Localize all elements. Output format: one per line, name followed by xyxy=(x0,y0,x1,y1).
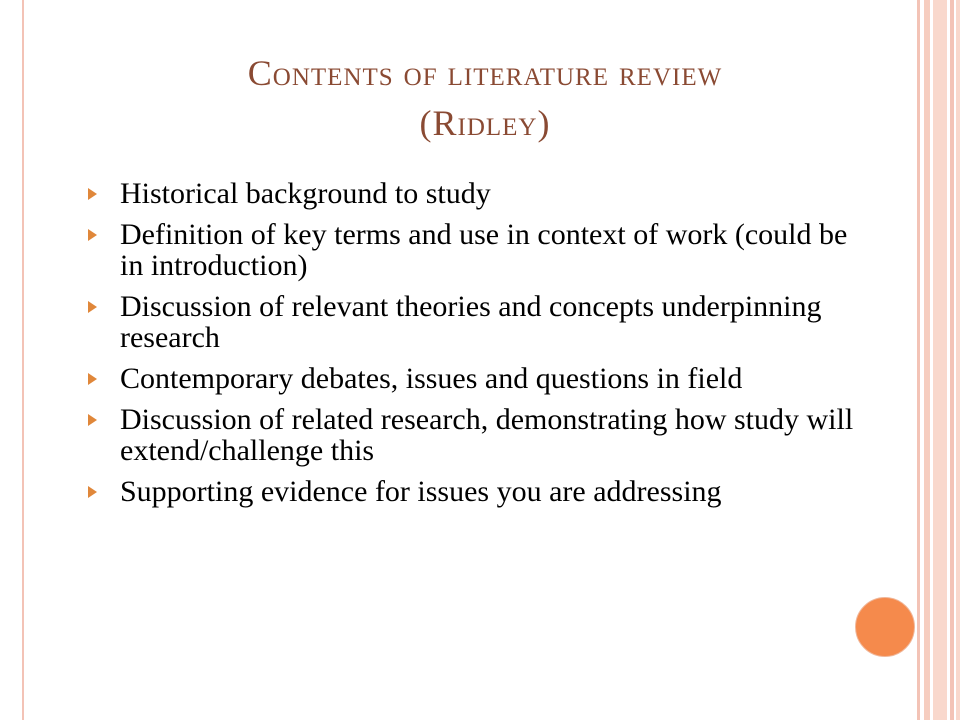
bullet-item xyxy=(88,476,878,507)
right-stripe xyxy=(933,0,947,720)
left-border-line xyxy=(22,0,24,720)
bullet-text: Discussion of related research, demonstrating how study will extend/challenge this xyxy=(120,403,854,467)
arrowhead-bullet-icon xyxy=(88,188,97,200)
arrowhead-bullet-icon xyxy=(88,373,97,385)
arrowhead-bullet-icon xyxy=(88,301,97,313)
bullet-text: Definition of key terms and use in context of work (could be in introduction) xyxy=(120,218,848,282)
bullet-text: Contemporary debates, issues and questions in field xyxy=(120,362,743,395)
bullet-item xyxy=(88,363,878,394)
right-stripe xyxy=(956,0,960,720)
bullet-item xyxy=(88,404,878,466)
bullet-item xyxy=(88,219,878,281)
title-line-1: Contents of literature review xyxy=(247,53,723,93)
bullet-text: Discussion of relevant theories and concepts underpinning research xyxy=(120,290,822,354)
bullet-list xyxy=(88,178,878,517)
bullet-item xyxy=(88,291,878,353)
right-stripe xyxy=(917,0,920,720)
bullet-text: Historical background to study xyxy=(120,177,491,210)
bullet-text: Supporting evidence for issues you are addressing xyxy=(120,475,722,508)
orange-circle-icon xyxy=(855,597,915,657)
right-stripe xyxy=(924,0,930,720)
arrowhead-bullet-icon xyxy=(88,229,97,241)
title-line-2: (Ridley) xyxy=(419,103,551,143)
right-stripe xyxy=(950,0,954,720)
arrowhead-bullet-icon xyxy=(88,414,97,426)
slide-title xyxy=(120,48,850,148)
bullet-item xyxy=(88,178,878,209)
arrowhead-bullet-icon xyxy=(88,486,97,498)
